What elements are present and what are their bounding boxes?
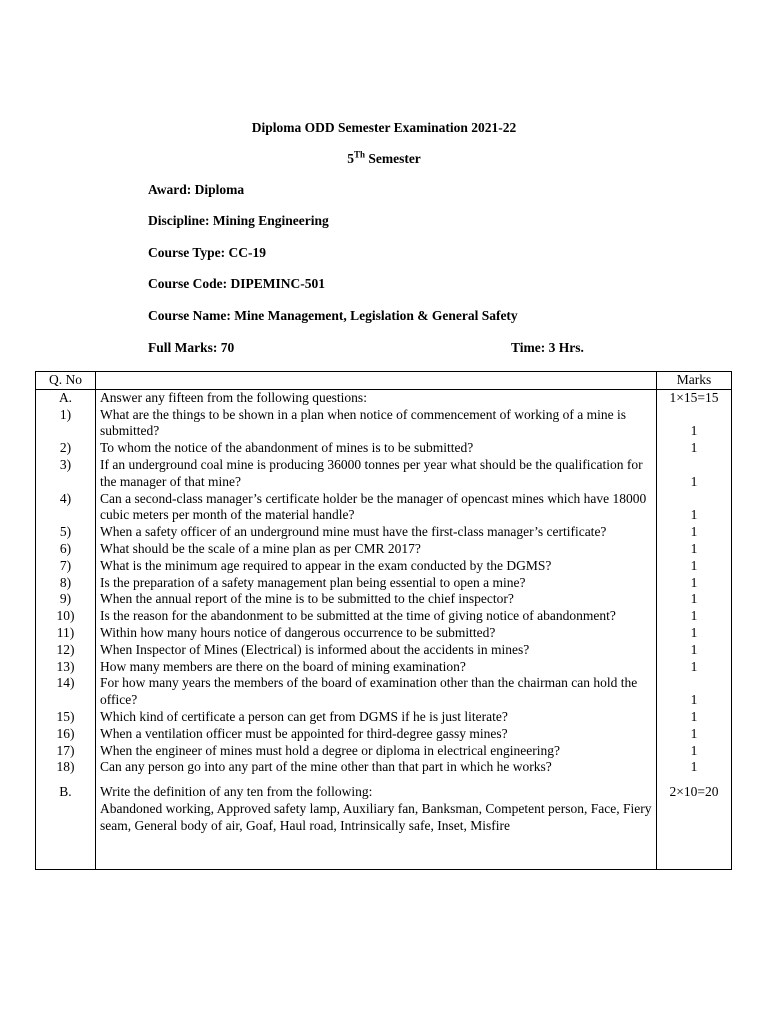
question-number: 1) [36,407,96,441]
section-a-q17 [36,743,732,760]
question-text: When the annual report of the mine is to be submitted to the chief inspector? [96,591,657,608]
section-b-instruction: Write the definition of any ten from the following: [100,784,373,800]
section-b-label: B. [36,784,96,834]
question-marks: 1 [657,709,732,726]
question-text: Can any person go into any part of the mine other than that part in which he works? [96,759,657,776]
question-marks: 1 [657,642,732,659]
section-a-q9 [36,591,732,608]
award-line: Award: Diploma [148,182,245,197]
section-a-q10 [36,608,732,625]
question-marks: 1 [657,407,732,441]
semester-word: Semester [364,151,421,166]
section-b-row [36,784,732,834]
section-a-q6 [36,541,732,558]
course-code-line: Course Code: DIPEMINC-501 [148,276,325,291]
question-number: 11) [36,625,96,642]
section-b-marks: 2×10=20 [657,784,732,834]
question-text: Is the reason for the abandonment to be submitted at the time of giving notice of abandonment? [96,608,657,625]
question-text: When the engineer of mines must hold a degree or diploma in electrical engineering? [96,743,657,760]
question-marks: 1 [657,558,732,575]
section-a-q15 [36,709,732,726]
section-a-q13 [36,659,732,676]
question-text: If an underground coal mine is producing 36000 tonnes per year what should be the qualification for the manager of that mine? [96,457,657,491]
question-number: 17) [36,743,96,760]
course-type-line: Course Type: CC-19 [148,245,266,260]
question-number: 18) [36,759,96,776]
section-a-q3 [36,457,732,491]
question-text: Is the preparation of a safety management plan being essential to open a mine? [96,575,657,592]
question-number: 8) [36,575,96,592]
section-a-q18 [36,759,732,776]
question-marks: 1 [657,759,732,776]
exam-title: Diploma ODD Semester Examination 2021-22 [251,120,517,135]
question-header [96,372,657,390]
section-a-q11 [36,625,732,642]
question-number: 4) [36,491,96,525]
question-text: Can a second-class manager’s certificate holder be the manager of opencast mines which have 18000 cubic meters per month of the material handle? [96,491,657,525]
question-number: 3) [36,457,96,491]
time-line: Time: 3 Hrs. [511,340,584,355]
section-a-q2 [36,440,732,457]
question-text: When Inspector of Mines (Electrical) is informed about the accidents in mines? [96,642,657,659]
section-a-q12 [36,642,732,659]
semester-superscript: Th [353,149,365,160]
semester-number: 5 [347,151,354,166]
question-number: 10) [36,608,96,625]
question-marks: 1 [657,675,732,709]
section-b-terms: Abandoned working, Approved safety lamp, Auxiliary fan, Banksman, Competent person, Face, Fiery seam, General body of air, Goaf, Haul road, Intrinsically safe, Inset, Misfire [100,800,652,833]
section-a-q1 [36,407,732,441]
section-a-row [36,389,732,406]
section-b-content [96,784,657,834]
full-marks-line: Full Marks: 70 [148,340,235,355]
question-table [35,371,732,870]
section-a-q7 [36,558,732,575]
question-text: What are the things to be shown in a plan when notice of commencement of working of a mine is submitted? [96,407,657,441]
question-number: 7) [36,558,96,575]
question-marks: 1 [657,541,732,558]
question-text: What is the minimum age required to appear in the exam conducted by the DGMS? [96,558,657,575]
spacer-row [36,776,732,784]
question-marks: 1 [657,659,732,676]
question-marks: 1 [657,726,732,743]
question-marks: 1 [657,608,732,625]
section-a-q8 [36,575,732,592]
discipline-line: Discipline: Mining Engineering [148,213,329,228]
question-marks: 1 [657,524,732,541]
question-text: To whom the notice of the abandonment of mines is to be submitted? [96,440,657,457]
question-marks: 1 [657,440,732,457]
question-marks: 1 [657,743,732,760]
section-a-label: A. [36,389,96,406]
question-text: When a ventilation officer must be appointed for third-degree gassy mines? [96,726,657,743]
table-header-row [36,372,732,390]
semester-line [0,151,768,167]
qno-header: Q. No [36,372,96,390]
question-marks: 1 [657,591,732,608]
question-marks: 1 [657,491,732,525]
marks-header: Marks [657,372,732,390]
section-a-q14 [36,675,732,709]
question-marks: 1 [657,625,732,642]
question-text: What should be the scale of a mine plan as per CMR 2017? [96,541,657,558]
question-number: 15) [36,709,96,726]
question-marks: 1 [657,457,732,491]
question-text: When a safety officer of an underground mine must have the first-class manager’s certificate? [96,524,657,541]
question-number: 9) [36,591,96,608]
section-a-q16 [36,726,732,743]
question-number: 12) [36,642,96,659]
section-a-marks: 1×15=15 [657,389,732,406]
question-text: Which kind of certificate a person can get from DGMS if he is just literate? [96,709,657,726]
question-number: 13) [36,659,96,676]
question-number: 2) [36,440,96,457]
question-text: For how many years the members of the board of examination other than the chairman can hold the office? [96,675,657,709]
question-text: How many members are there on the board of mining examination? [96,659,657,676]
question-number: 6) [36,541,96,558]
section-a-q5 [36,524,732,541]
blank-row [36,835,732,870]
question-number: 16) [36,726,96,743]
question-text: Within how many hours notice of dangerous occurrence to be submitted? [96,625,657,642]
section-a-q4 [36,491,732,525]
question-number: 14) [36,675,96,709]
course-name-line: Course Name: Mine Management, Legislation & General Safety [148,308,518,323]
question-number: 5) [36,524,96,541]
question-marks: 1 [657,575,732,592]
section-a-instruction: Answer any fifteen from the following questions: [96,389,657,406]
